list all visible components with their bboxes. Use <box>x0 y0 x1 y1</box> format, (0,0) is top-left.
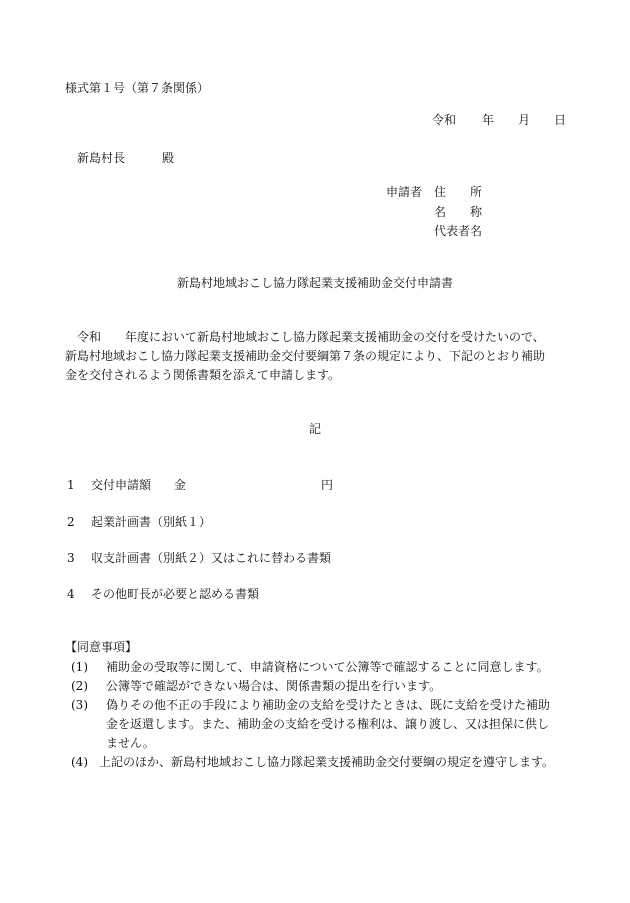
date-era: 令和 <box>432 113 457 127</box>
consent-number: (4) <box>71 755 88 769</box>
consent-text: 公簿等で確認ができない場合は、関係書類の提出を行います。 <box>106 679 442 693</box>
item-label: 交付申請額 <box>91 478 152 492</box>
item-label: 収支計画書（別紙２）又はこれに替わる書類 <box>91 551 332 565</box>
name-label: 名 称 <box>434 205 483 219</box>
body-paragraph <box>65 328 575 385</box>
body-line: 令和 年度において新島村地域おこし協力隊起業支援補助金の交付を受けたいので、 <box>65 330 545 344</box>
addressee-honorific: 殿 <box>162 151 175 165</box>
document-title: 新島村地域おこし協力隊起業支援補助金交付申請書 <box>176 276 453 290</box>
item-number: 2 <box>67 515 75 529</box>
body-line: 新島村地域おこし協力隊起業支援補助金交付要綱第７条の規定により、下記のとおり補助 <box>65 349 546 363</box>
body-line: 金を交付されるよう関係書類を添えて申請します。 <box>65 368 341 382</box>
addressee-name: 新島村長 <box>77 151 126 165</box>
item-label: 起業計画書（別紙１） <box>91 515 212 529</box>
representative-label: 代表者名 <box>434 224 483 238</box>
item-number: 3 <box>67 551 75 565</box>
applicant-label: 申請者 <box>386 185 423 199</box>
consent-number: (2) <box>71 679 88 693</box>
consent-text: 上記のほか、新島村地域おこし協力隊起業支援補助金交付要綱の規定を遵守します。 <box>99 755 555 769</box>
consent-text: ません。 <box>106 736 155 750</box>
ki-heading: 記 <box>308 422 321 436</box>
date-month: 月 <box>518 113 531 127</box>
consent-text: 補助金の受取等に関して、申請資格について公簿等で確認することに同意します。 <box>106 660 549 674</box>
form-number: 様式第１号（第７条関係） <box>65 81 210 95</box>
item-number: 4 <box>67 587 75 601</box>
consent-number: (1) <box>71 660 88 674</box>
consent-text: 偽りその他不正の手段により補助金の支給を受けたときは、既に支給を受けた補助 <box>106 698 551 712</box>
address-label: 住 所 <box>434 185 483 199</box>
date-day: 日 <box>554 113 567 127</box>
amount-unit: 円 <box>321 478 334 492</box>
item-label: その他町長が必要と認める書類 <box>91 587 260 601</box>
consent-number: (3) <box>71 698 88 712</box>
item-number: 1 <box>67 478 75 492</box>
amount-prefix: 金 <box>174 478 187 492</box>
date-year: 年 <box>482 113 495 127</box>
consent-text: 金を返還します。また、補助金の支給を受ける権利は、譲り渡し、又は担保に供し <box>106 717 550 731</box>
consent-heading: 【同意事項】 <box>65 640 138 654</box>
